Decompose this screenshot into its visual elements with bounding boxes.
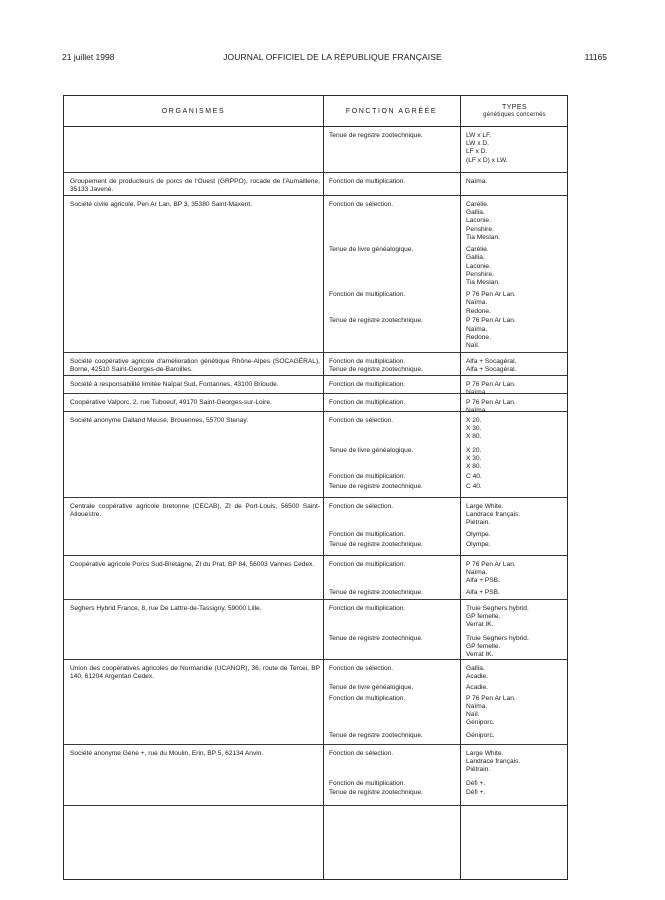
- table-row: [64, 600, 567, 660]
- table-row: [64, 556, 567, 600]
- table-row: [64, 353, 567, 376]
- genetic-type: X 80.: [466, 433, 482, 441]
- genetic-type: Naïma.: [466, 702, 488, 710]
- types-group: [466, 605, 529, 630]
- genetic-type: Verrat IK.: [466, 621, 494, 629]
- organisme-cell: Centrale coopérative agricole bretonne (CECAB), ZI de Port-Louis, 56500 Saint-Allouestre.: [70, 503, 320, 519]
- genetic-type: Acadie.: [466, 683, 488, 691]
- genetic-type: (LF x D) x LW.: [466, 156, 508, 164]
- types-group: [466, 635, 529, 660]
- organisme-cell: Coopérative Valporc, 2, rue Tuboeuf, 49170 Saint-Georges-sur-Loire.: [70, 399, 272, 406]
- genetic-type: LW x LF.: [466, 132, 492, 139]
- fonction-label: Fonction de multiplication.: [329, 605, 406, 612]
- organisme-cell: Seghers Hybrid France, 8, rue De Lattre-de-Tassigny, 59000 Lille.: [70, 605, 262, 612]
- organisme-cell: Société anonyme Dalland Meuse, Brouennes, 55700 Stenay.: [70, 417, 249, 424]
- fonction-label: Tenue de registre zootechnique.: [329, 540, 423, 548]
- genetic-type: Redone.: [466, 333, 491, 341]
- genetic-type: Olympe.: [466, 540, 491, 548]
- table-row: [64, 173, 567, 196]
- organisme-cell: Société civile agricole, Pen Ar Lan, BP 3, 35380 Saint-Maxent.: [70, 201, 253, 208]
- genetic-type: Alfa + PSB.: [466, 577, 500, 585]
- fonction-label: Tenue de livre généalogique.: [329, 246, 414, 254]
- fonction-label: Fonction de multiplication.: [329, 381, 406, 388]
- genetic-type: Gallia.: [466, 665, 485, 672]
- genetic-type: Carélie.: [466, 246, 489, 254]
- table-row: [64, 660, 567, 745]
- journal-title: JOURNAL OFFICIEL DE LA RÉPUBLIQUE FRANÇAISE: [223, 52, 442, 62]
- column-header-types-title: TYPES: [502, 104, 527, 111]
- genetic-type: P 76 Pen Ar Lan.: [466, 291, 516, 299]
- genetic-type: P 76 Pen Ar Lan.: [466, 399, 516, 406]
- table-header: [64, 96, 567, 127]
- genetic-type: Géniporc.: [466, 719, 495, 727]
- fonction-label: Tenue de livre généalogique.: [329, 683, 414, 691]
- genetic-type: Landrace français.: [466, 511, 521, 519]
- genetic-type: Gallia.: [466, 209, 485, 217]
- fonction-label: Fonction de sélection.: [329, 503, 394, 510]
- genetic-type: Piétrain.: [466, 766, 491, 774]
- genetic-type: P 76 Pen Ar Lan.: [466, 381, 516, 388]
- types-group: [466, 483, 482, 491]
- genetic-type: P 76 Pen Ar Lan.: [466, 694, 516, 702]
- genetic-type: X 30.: [466, 454, 482, 462]
- types-group: [466, 358, 516, 366]
- table-body: [64, 127, 567, 806]
- genetic-type: Géniporc.: [466, 732, 495, 740]
- genetic-type: Tia Meslan.: [466, 233, 500, 241]
- organisme-cell: Société à responsabilité limitée Naïpal Sud, Fontannes, 43100 Brioude.: [70, 381, 279, 388]
- fonction-label: Tenue de registre zootechnique.: [329, 317, 423, 325]
- genetic-type: Défi +.: [466, 789, 486, 797]
- genetic-type: LW x D.: [466, 140, 489, 148]
- types-group: [466, 447, 481, 472]
- genetic-type: Naïl.: [466, 342, 480, 350]
- genetic-type: Truie Seghers hybrid.: [466, 605, 529, 612]
- types-group: [466, 132, 508, 165]
- types-group: [466, 780, 485, 788]
- genetic-type: Gallia.: [466, 254, 485, 262]
- genetic-type: Carélie.: [466, 201, 489, 208]
- approved-organisms-table: [63, 95, 568, 880]
- table-row: [64, 745, 567, 806]
- fonction-label: Fonction de multiplication.: [329, 178, 406, 185]
- table-row: [64, 498, 567, 556]
- fonction-label: Fonction de sélection.: [329, 201, 394, 208]
- genetic-type: X 20.: [466, 417, 482, 424]
- fonction-label: Fonction de sélection.: [329, 417, 394, 424]
- fonction-label: Tenue de registre zootechnique.: [329, 588, 423, 596]
- page-number: 11165: [584, 52, 607, 62]
- types-group: [466, 531, 491, 539]
- genetic-type: Redone.: [466, 307, 491, 315]
- genetic-type: LF x D.: [466, 148, 488, 156]
- genetic-type: Penshire.: [466, 225, 494, 233]
- fonction-label: Tenue de registre zootechnique.: [329, 732, 423, 740]
- table-row: [64, 394, 567, 415]
- fonction-label: Tenue de registre zootechnique.: [329, 789, 423, 797]
- types-group: [466, 695, 516, 728]
- table-row: [64, 412, 567, 498]
- fonction-label: Fonction de multiplication.: [329, 779, 406, 787]
- types-group: [466, 201, 500, 242]
- fonction-label: Fonction de multiplication.: [329, 291, 406, 299]
- table-row: [64, 376, 567, 397]
- types-group: [466, 541, 491, 549]
- fonction-label: Tenue de registre zootechnique.: [329, 634, 423, 642]
- types-group: [466, 750, 520, 775]
- types-group: [466, 789, 485, 797]
- genetic-type: Tia Meslan.: [466, 278, 500, 286]
- types-group: [466, 732, 495, 740]
- genetic-type: Naïma.: [466, 178, 488, 185]
- genetic-type: P 76 Pen Ar Lan.: [466, 561, 516, 568]
- genetic-type: Large White.: [466, 503, 504, 510]
- genetic-type: GP femelle.: [466, 613, 501, 621]
- types-group: [466, 317, 516, 350]
- genetic-type: Alfa + PSB.: [466, 588, 500, 596]
- fonction-label: Tenue de livre généalogique.: [329, 446, 414, 454]
- fonction-label: Fonction de multiplication.: [329, 358, 406, 365]
- genetic-type: Penshire.: [466, 270, 494, 278]
- column-header-fonction: FONCTION AGRÉÉE: [345, 107, 438, 115]
- fonction-label: Fonction de multiplication.: [329, 694, 406, 702]
- types-group: [466, 246, 500, 287]
- column-header-types-subtitle: génétiques concernés: [483, 112, 546, 118]
- genetic-type: Piétrain.: [466, 519, 491, 527]
- types-group: [466, 178, 487, 186]
- genetic-type: Naïma.: [466, 299, 488, 307]
- fonction-label: Fonction de multiplication.: [329, 561, 406, 568]
- genetic-type: C 40.: [466, 482, 482, 490]
- table-row: [64, 127, 567, 173]
- genetic-type: Verrat IK.: [466, 650, 494, 658]
- organisme-cell: Groupement de producteurs de porcs de l'Ouest (GRPPO), rocade de l'Aumaillerie, 35133 Javené.: [70, 178, 320, 194]
- column-header-types: [460, 96, 568, 126]
- organisme-cell: Société coopérative agricole d'amélioration génétique Rhône-Alpes (SOCAGÉRAL), Borne, 42510 Saint-Georges-de-Baroilles.: [70, 358, 320, 374]
- organisme-cell: Coopérative agricole Porcs Sud-Bretagne, ZI du Prat, BP 84, 56003 Vannes Cedex.: [70, 561, 315, 568]
- organisme-cell: Union des coopératives agricoles de Normandie (UCANOR), 36, route de Tercei, BP 140, 61204 Argentan Cedex.: [70, 665, 320, 681]
- types-group: [466, 366, 516, 374]
- genetic-type: P 76 Pen Ar Lan.: [466, 317, 516, 325]
- genetic-type: Acadie.: [466, 673, 488, 681]
- fonction-label: Fonction de sélection.: [329, 665, 394, 672]
- types-group: [466, 589, 500, 597]
- genetic-type: X 20.: [466, 446, 482, 454]
- column-header-organismes: ORGANISMES: [161, 107, 226, 115]
- organisme-cell: Société anonyme Gène +, rue du Moulin, Erin, BP 5, 62134 Anvin.: [70, 750, 264, 757]
- types-group: [466, 684, 488, 692]
- types-group: [466, 503, 520, 528]
- genetic-type: Truie Seghers hybrid.: [466, 634, 529, 642]
- genetic-type: Landrace français.: [466, 758, 521, 766]
- genetic-type: GP femelle.: [466, 642, 501, 650]
- types-group: [466, 665, 488, 681]
- table-row: [64, 196, 567, 353]
- header-date: 21 juillet 1998: [62, 52, 115, 62]
- genetic-type: Large White.: [466, 750, 504, 757]
- genetic-type: Naïma.: [466, 569, 488, 577]
- types-group: [466, 473, 482, 481]
- genetic-type: Olympe.: [466, 530, 491, 538]
- genetic-type: Alfa + Socagéral.: [466, 358, 517, 365]
- genetic-type: Laconie.: [466, 217, 491, 225]
- fonction-label: Fonction de sélection.: [329, 750, 394, 757]
- genetic-type: Alfa + Socagéral.: [466, 366, 517, 374]
- genetic-type: C 40.: [466, 472, 482, 480]
- genetic-type: X 30.: [466, 425, 482, 433]
- fonction-label: Fonction de multiplication.: [329, 472, 406, 480]
- types-group: [466, 291, 516, 316]
- types-group: [466, 561, 516, 586]
- fonction-label: Fonction de multiplication.: [329, 530, 406, 538]
- genetic-type: Laconie.: [466, 262, 491, 270]
- fonction-label: Tenue de registre zootechnique.: [329, 132, 423, 139]
- genetic-type: Défi +.: [466, 779, 486, 787]
- genetic-type: Naïma.: [466, 407, 488, 415]
- fonction-label: Tenue de registre zootechnique.: [329, 482, 423, 490]
- genetic-type: Naïma.: [466, 389, 488, 397]
- genetic-type: X 80.: [466, 462, 482, 470]
- genetic-type: Naïl.: [466, 710, 480, 718]
- fonction-label: Fonction de multiplication.: [329, 399, 406, 406]
- genetic-type: Naïma.: [466, 325, 488, 333]
- types-group: [466, 417, 481, 442]
- fonction-label: Tenue de registre zootechnique.: [329, 366, 423, 374]
